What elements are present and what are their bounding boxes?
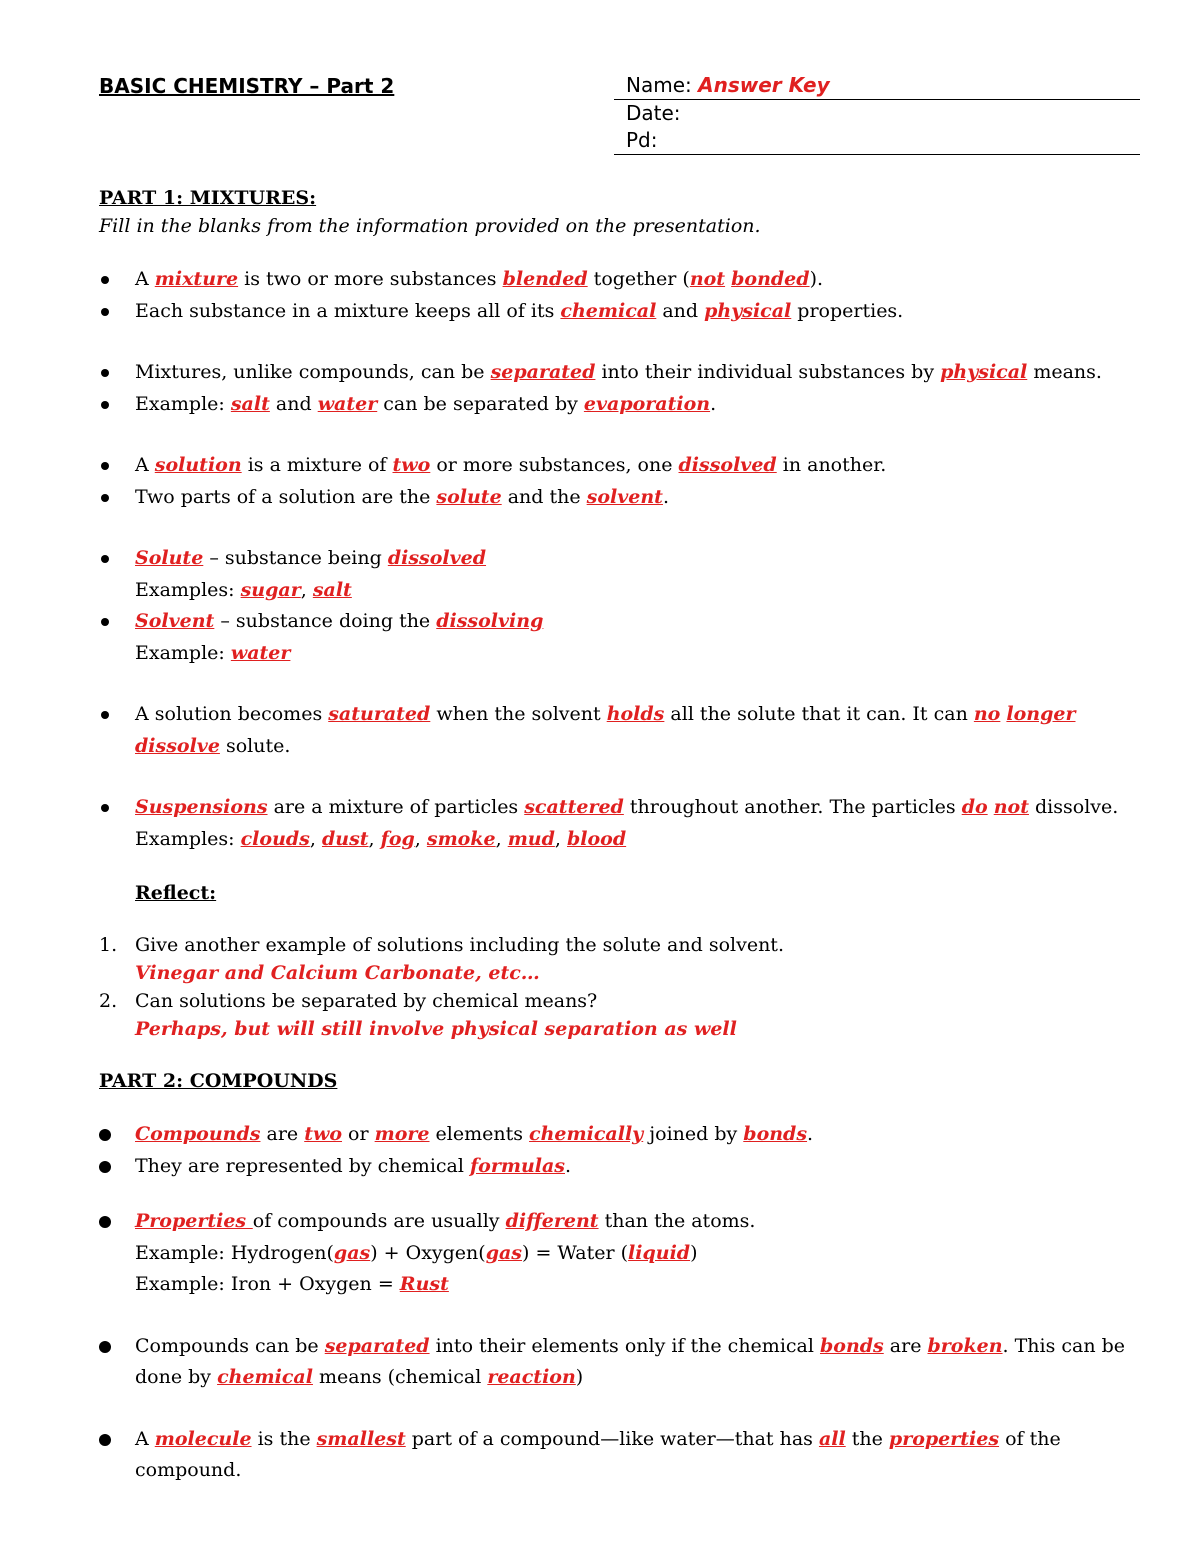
answer-blank: solute [436, 485, 502, 508]
answer-blank: physical [704, 299, 792, 322]
answer-blank: Solvent [135, 610, 215, 632]
answer-blank: gas [485, 1241, 522, 1264]
name-value: Answer Key [698, 73, 830, 97]
sentence-text: A [135, 1427, 155, 1450]
date-field [614, 100, 1140, 127]
sentence-text: Two parts of a solution are the [135, 485, 437, 508]
sentence-text: and the [501, 485, 587, 508]
answer-blank: water [230, 641, 291, 664]
sentence-text: or [342, 1123, 375, 1145]
sentence-text: . [710, 392, 717, 415]
answer-blank: Suspensions [135, 796, 268, 818]
compounds-list [99, 1119, 1140, 1182]
sentence-text: – substance doing the [214, 610, 437, 632]
part1-instructions: Fill in the blanks from the information provided on the presentation. [99, 215, 761, 237]
reflect-question-1 [99, 931, 1140, 987]
answer-blank: clouds [240, 827, 310, 850]
part2-heading: PART 2: COMPOUNDS [99, 1070, 338, 1092]
sentence-text: Mixtures, unlike compounds, can be [135, 361, 491, 383]
suspension-list [99, 792, 1140, 855]
answer-blank: dust [321, 827, 369, 850]
bullet-suspensions [99, 792, 1140, 855]
bullet-solvent [99, 606, 1140, 669]
answer-blank: chemical [560, 299, 657, 322]
answer-blank: broken [927, 1334, 1003, 1357]
sentence-text: into their elements only if the chemical [429, 1334, 820, 1357]
question-answer: Vinegar and Calcium Carbonate, etc… [135, 962, 540, 984]
answer-blank: all [818, 1427, 846, 1450]
compound-separation-list [99, 1331, 1140, 1394]
sentence-text: means (chemical [312, 1366, 488, 1388]
sentence-text: . [565, 1154, 572, 1177]
answer-blank: gas [333, 1241, 371, 1264]
sentence-text: of compounds are usually [252, 1210, 506, 1232]
answer-blank: mud [507, 827, 555, 850]
answer-blank: dissolve [135, 734, 220, 757]
sentence-text: Examples: [135, 578, 241, 601]
bullet-separation-example [99, 389, 1140, 421]
sentence-text: , [300, 578, 313, 601]
answer-blank: saturated [328, 703, 431, 725]
answer-blank: separated [324, 1334, 430, 1357]
sentence-text: Example: Iron + Oxygen = [135, 1273, 400, 1295]
sentence-text: A [135, 454, 155, 476]
answer-blank: more [374, 1123, 430, 1145]
answer-blank: physical [940, 361, 1028, 383]
sentence-text: Example: [135, 641, 231, 664]
worksheet-title: BASIC CHEMISTRY – Part 2 [99, 74, 395, 98]
separation-list [99, 357, 1140, 420]
bullet-compound-formulas [99, 1151, 1140, 1183]
answer-blank: two [304, 1123, 343, 1145]
sentence-text: ) = Water ( [522, 1241, 629, 1264]
sentence-text: ). [809, 268, 824, 290]
answer-blank: two [392, 454, 431, 476]
bullet-compound-properties [99, 1206, 1140, 1301]
answer-blank: bonded [731, 268, 810, 290]
bullet-molecule [99, 1424, 1140, 1487]
answer-blank: longer [1006, 703, 1076, 725]
question-number: 1. [99, 934, 118, 956]
sentence-text: , [368, 827, 381, 850]
sentence-text: ) [690, 1241, 698, 1264]
sentence-text: Each substance in a mixture keeps all of its [135, 299, 561, 322]
answer-blank: fog [380, 827, 415, 850]
answer-blank: smallest [316, 1427, 406, 1450]
answer-blank: molecule [154, 1427, 252, 1450]
solute-solvent-list [99, 543, 1140, 669]
solution-list [99, 450, 1140, 513]
worksheet-body [99, 184, 1140, 1487]
answer-blank: Rust [399, 1273, 449, 1295]
bullet-mixture-properties [99, 296, 1140, 328]
sentence-text: . [662, 485, 670, 508]
sentence-text: when the solvent [430, 703, 607, 725]
mixtures-list [99, 264, 1140, 327]
answer-blank: evaporation [583, 392, 711, 415]
name-label: Name: [626, 73, 692, 97]
sentence-text: They are represented by chemical [135, 1154, 470, 1177]
answer-blank: blended [502, 268, 588, 290]
sentence-text: Example: Hydrogen( [135, 1241, 334, 1264]
answer-blank: dissolving [436, 610, 544, 632]
sentence-text: part of a compound—like water—that has [405, 1427, 819, 1450]
sentence-text: elements [429, 1123, 530, 1145]
sentence-text: means. [1027, 361, 1102, 383]
sentence-text: , [309, 827, 322, 850]
sentence-text: solute. [219, 734, 291, 757]
answer-blank: solvent [586, 485, 663, 508]
answer-blank: Properties [135, 1210, 253, 1232]
solvent-example [135, 638, 1140, 670]
sentence-text: or more substances, one [430, 454, 679, 476]
answer-blank: scattered [524, 796, 624, 818]
reflect-heading: Reflect: [135, 882, 217, 904]
sentence-text: is the [251, 1427, 317, 1450]
sentence-text: than the atoms. [598, 1210, 756, 1232]
sentence-text: , [554, 827, 567, 850]
period-field [614, 127, 1140, 155]
worksheet-header [99, 72, 1140, 162]
sentence-text: A [135, 268, 155, 290]
name-field [614, 72, 1140, 100]
answer-blank: chemically [529, 1123, 644, 1145]
answer-blank: Compounds [135, 1123, 261, 1145]
sentence-text: of the compound. [135, 1427, 1061, 1481]
sentence-text: in another. [776, 454, 887, 476]
sentence-text: are [883, 1334, 928, 1357]
sentence-text: ) [575, 1366, 584, 1388]
answer-blank: formulas [470, 1154, 565, 1177]
bullet-solution-definition [99, 450, 1140, 482]
answer-blank: solution [154, 454, 242, 476]
bullet-saturated [99, 699, 1140, 762]
answer-blank: blood [567, 827, 627, 850]
sentence-text: – substance being [203, 547, 388, 569]
bullet-solution-parts [99, 482, 1140, 514]
question-text: Give another example of solutions including the solute and solvent. [135, 934, 784, 956]
sentence-text: throughout another. The particles [623, 796, 962, 818]
answer-blank: separated [490, 361, 596, 383]
molecule-list [99, 1424, 1140, 1487]
answer-blank: salt [230, 392, 270, 415]
answer-blank: reaction [487, 1366, 576, 1388]
question-number: 2. [99, 990, 118, 1012]
sentence-text: together ( [587, 268, 690, 290]
water-example [135, 1238, 1140, 1270]
answer-blank: holds [606, 703, 665, 725]
answer-blank: water [317, 392, 378, 415]
sentence-text: dissolve. Examples: [135, 796, 1119, 850]
student-info-fields [614, 72, 1140, 155]
sentence-text: is two or more substances [238, 268, 503, 290]
bullet-compound-separation [99, 1331, 1140, 1394]
answer-blank: mixture [154, 268, 239, 290]
answer-blank: Solute [135, 547, 204, 569]
answer-blank: sugar [240, 578, 301, 601]
answer-blank: dissolved [387, 547, 487, 569]
bullet-solute [99, 543, 1140, 606]
rust-example [135, 1269, 1140, 1301]
date-label: Date: [626, 101, 681, 125]
answer-blank: no [973, 703, 1001, 725]
solute-examples [135, 575, 1140, 607]
sentence-text: are a mixture of particles [267, 796, 525, 818]
sentence-text: Compounds can be [135, 1334, 325, 1357]
sentence-text: Example: [135, 392, 231, 415]
answer-blank: smoke [426, 827, 496, 850]
bullet-compound-definition [99, 1119, 1140, 1151]
sentence-text: , [414, 827, 427, 850]
saturation-list [99, 699, 1140, 762]
answer-blank: bonds [743, 1123, 808, 1145]
period-label: Pd: [626, 128, 658, 152]
answer-blank: properties [888, 1427, 1000, 1450]
answer-blank: different [505, 1210, 599, 1232]
sentence-text: properties. [791, 299, 904, 322]
answer-blank: bonds [819, 1334, 884, 1357]
answer-blank: not [993, 796, 1029, 818]
answer-blank: dissolved [678, 454, 777, 476]
reflect-question-2 [99, 987, 1140, 1043]
reflect-questions [99, 931, 1140, 1043]
sentence-text: joined by [643, 1123, 744, 1145]
sentence-text: into their individual substances by [595, 361, 941, 383]
compound-properties-list [99, 1206, 1140, 1301]
sentence-text: can be separated by [377, 392, 584, 415]
bullet-mixture-separation [99, 357, 1140, 389]
sentence-text: . This can be done by [135, 1334, 1126, 1388]
sentence-text: is a mixture of [241, 454, 393, 476]
answer-blank: chemical [217, 1366, 313, 1388]
sentence-text: the [845, 1427, 889, 1450]
answer-blank: not [689, 268, 726, 290]
answer-blank: do [961, 796, 988, 818]
sentence-text: A solution becomes [135, 703, 329, 725]
sentence-text: ) + Oxygen( [370, 1241, 486, 1264]
sentence-text: , [495, 827, 508, 850]
sentence-text: all the solute that it can. It can [664, 703, 974, 725]
bullet-mixture-definition [99, 264, 1140, 296]
sentence-text: . [807, 1123, 814, 1145]
answer-blank: salt [312, 578, 352, 601]
answer-blank: liquid [628, 1241, 691, 1264]
part1-heading: PART 1: MIXTURES: [99, 187, 317, 209]
sentence-text: and [656, 299, 705, 322]
sentence-text: and [269, 392, 318, 415]
question-answer: Perhaps, but will still involve physical separation as well [135, 1018, 737, 1040]
question-text: Can solutions be separated by chemical means? [135, 990, 598, 1012]
sentence-text: are [260, 1123, 305, 1145]
